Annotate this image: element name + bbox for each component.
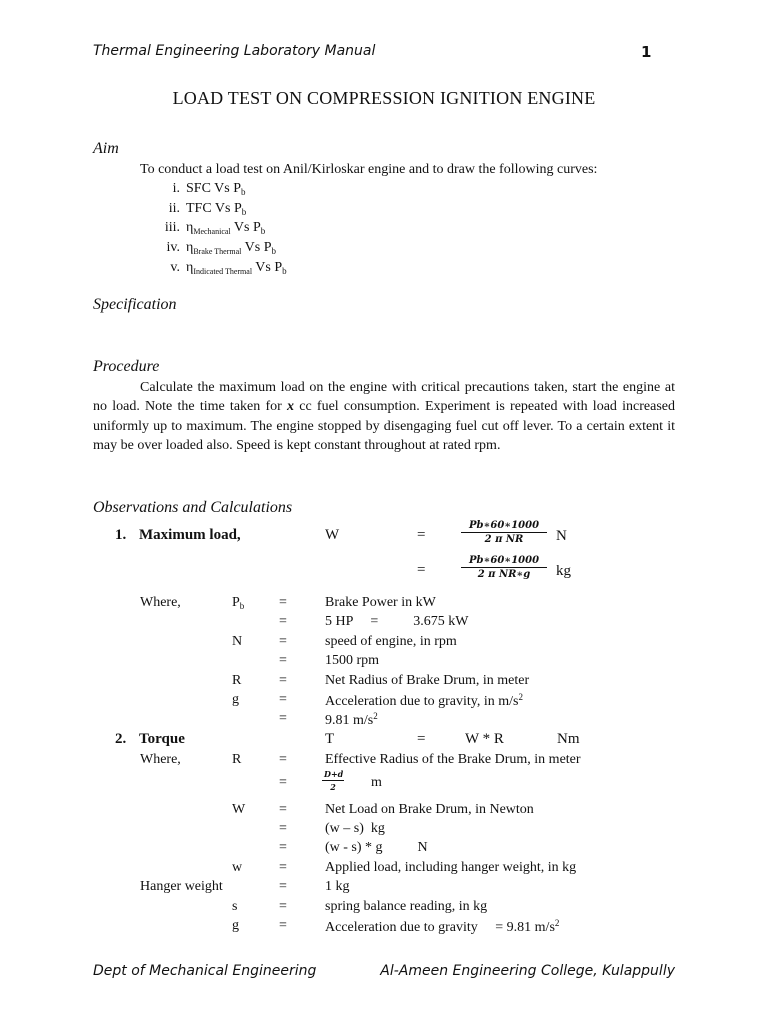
definition-equals: = — [279, 673, 287, 688]
subscript: b — [271, 246, 276, 256]
item-label: Torque — [139, 731, 185, 747]
footer-college: Al-Ameen Engineering College, Kulappully — [380, 963, 675, 979]
subscript: b — [282, 266, 287, 276]
definition-text: 5 HP = 3.675 kW — [325, 614, 469, 629]
definition-text: Brake Power in kW — [325, 595, 436, 610]
where-label: Where, — [140, 595, 181, 610]
definition-text: Acceleration due to gravity = 9.81 $m/s^2$ — [325, 918, 560, 935]
list-number: iii. — [164, 220, 180, 235]
definition-equals: = — [279, 879, 287, 894]
definition-equals: = — [279, 802, 287, 817]
eta-symbol: η — [186, 260, 194, 275]
definition-equals: = — [279, 595, 287, 610]
running-header-title: Thermal Engineering Laboratory Manual — [93, 43, 376, 59]
definition-text: Net Radius of Brake Drum, in meter — [325, 673, 530, 688]
hanger-weight-label: Hanger weight — [140, 879, 223, 894]
page-title: LOAD TEST ON COMPRESSION IGNITION ENGINE — [172, 88, 596, 108]
equals-sign: = — [417, 562, 426, 578]
unit-kg: kg — [556, 563, 571, 579]
definition-symbol: R — [232, 752, 242, 767]
torque-formula: W * R — [465, 731, 504, 747]
definition-symbol: N — [232, 634, 243, 649]
definition-equals: = — [279, 860, 287, 875]
definition-equals: = — [279, 653, 287, 668]
curve-label: Vs P — [241, 240, 272, 255]
max-load-formula-n: $\frac{Pb∗60∗1000}{\text{2 π NR}}$ — [461, 520, 547, 545]
list-number: ii. — [168, 201, 180, 216]
definition-text: (w - s) * g N — [325, 840, 428, 855]
footer-department: Dept of Mechanical Engineering — [93, 963, 317, 979]
definition-symbol: W — [232, 802, 246, 817]
unit-m: m — [371, 775, 382, 790]
variable-x: x — [287, 399, 295, 415]
subscript: Mechanical — [193, 227, 231, 236]
definition-text: speed of engine, in rpm — [325, 634, 457, 649]
definition-text: Net Load on Brake Drum, in Newton — [325, 802, 534, 817]
definition-equals: = — [279, 899, 287, 914]
aim-intro: To conduct a load test on Anil/Kirloskar engine and to draw the following curves: — [140, 162, 598, 177]
page-number: 1 — [641, 43, 652, 61]
definition-text: Effective Radius of the Brake Drum, in meter — [325, 752, 581, 767]
equals-sign: = — [417, 527, 426, 543]
definition-text: Acceleration due to gravity, in $m/s^2$ — [325, 692, 523, 709]
item-label: Maximum load, — [139, 527, 241, 543]
definition-symbol: R — [232, 673, 242, 688]
symbol-t: T — [325, 731, 335, 747]
equals-sign: = — [417, 731, 426, 747]
where-label: Where, — [140, 752, 181, 767]
list-number: v. — [170, 260, 180, 275]
definition-text: spring balance reading, in kg — [325, 899, 488, 914]
definition-symbol: g — [232, 918, 239, 933]
aim-heading: Aim — [93, 140, 119, 157]
item-number: 2. — [115, 731, 127, 747]
curve-label: Vs P — [230, 220, 261, 235]
curve-label: SFC Vs P — [186, 181, 242, 196]
item-number: 1. — [115, 527, 127, 543]
definition-equals: = — [279, 840, 287, 855]
definition-symbol: w — [232, 860, 243, 875]
curve-label: Vs P — [252, 260, 283, 275]
definition-equals: = — [279, 752, 287, 767]
list-number: iv. — [166, 240, 180, 255]
procedure-paragraph: Calculate the maximum load on the engine with critical precautions taken, start the engine at no load. Note the time taken for x cc fuel consumption. Experiment is repeated with load increased uniformly up to maximum. The engine stopped by disengaging fuel cut off lever. To a certain extent it may be over loaded also. Speed is kept constant throughout at rated rpm. — [93, 380, 675, 454]
unit-n: N — [556, 528, 567, 544]
definition-text: (w – s) kg — [325, 821, 385, 836]
definition-symbol: g — [232, 692, 239, 707]
definition-equals: = — [279, 614, 287, 629]
subscript: Indicated Thermal — [193, 267, 253, 276]
curve-label: TFC Vs P — [186, 201, 242, 216]
hanger-weight-value: 1 kg — [325, 879, 350, 894]
definition-equals: = — [279, 692, 287, 707]
eta-symbol: η — [186, 220, 194, 235]
procedure-heading: Procedure — [93, 358, 160, 375]
observations-heading: Observations and Calculations — [93, 499, 293, 516]
definition-text: Applied load, including hanger weight, in kg — [325, 860, 577, 875]
symbol-w: W — [325, 527, 340, 543]
definition-equals: = — [279, 821, 287, 836]
eta-symbol: η — [186, 240, 194, 255]
radius-fraction: $\frac{D+d}{2}$ — [324, 769, 344, 792]
subscript: Brake Thermal — [193, 247, 242, 256]
specification-heading: Specification — [93, 296, 177, 313]
list-number: i. — [172, 181, 180, 196]
definition-text: 1500 rpm — [325, 653, 380, 668]
definition-text: 9.81 $m/s^2$ — [325, 711, 378, 728]
definition-symbol: $P_b$ — [232, 595, 245, 611]
subscript: b — [260, 226, 266, 236]
definition-symbol: s — [232, 899, 238, 914]
max-load-formula-kg: $\frac{Pb∗60∗1000}{\text{2 π NR∗g}}$ — [461, 555, 547, 580]
definition-equals: = — [279, 634, 287, 649]
unit-nm: Nm — [557, 731, 580, 747]
definition-equals: = — [279, 775, 287, 790]
subscript: b — [241, 207, 247, 217]
definition-equals: = — [279, 711, 287, 726]
definition-equals: = — [279, 918, 287, 933]
subscript: b — [241, 187, 246, 197]
